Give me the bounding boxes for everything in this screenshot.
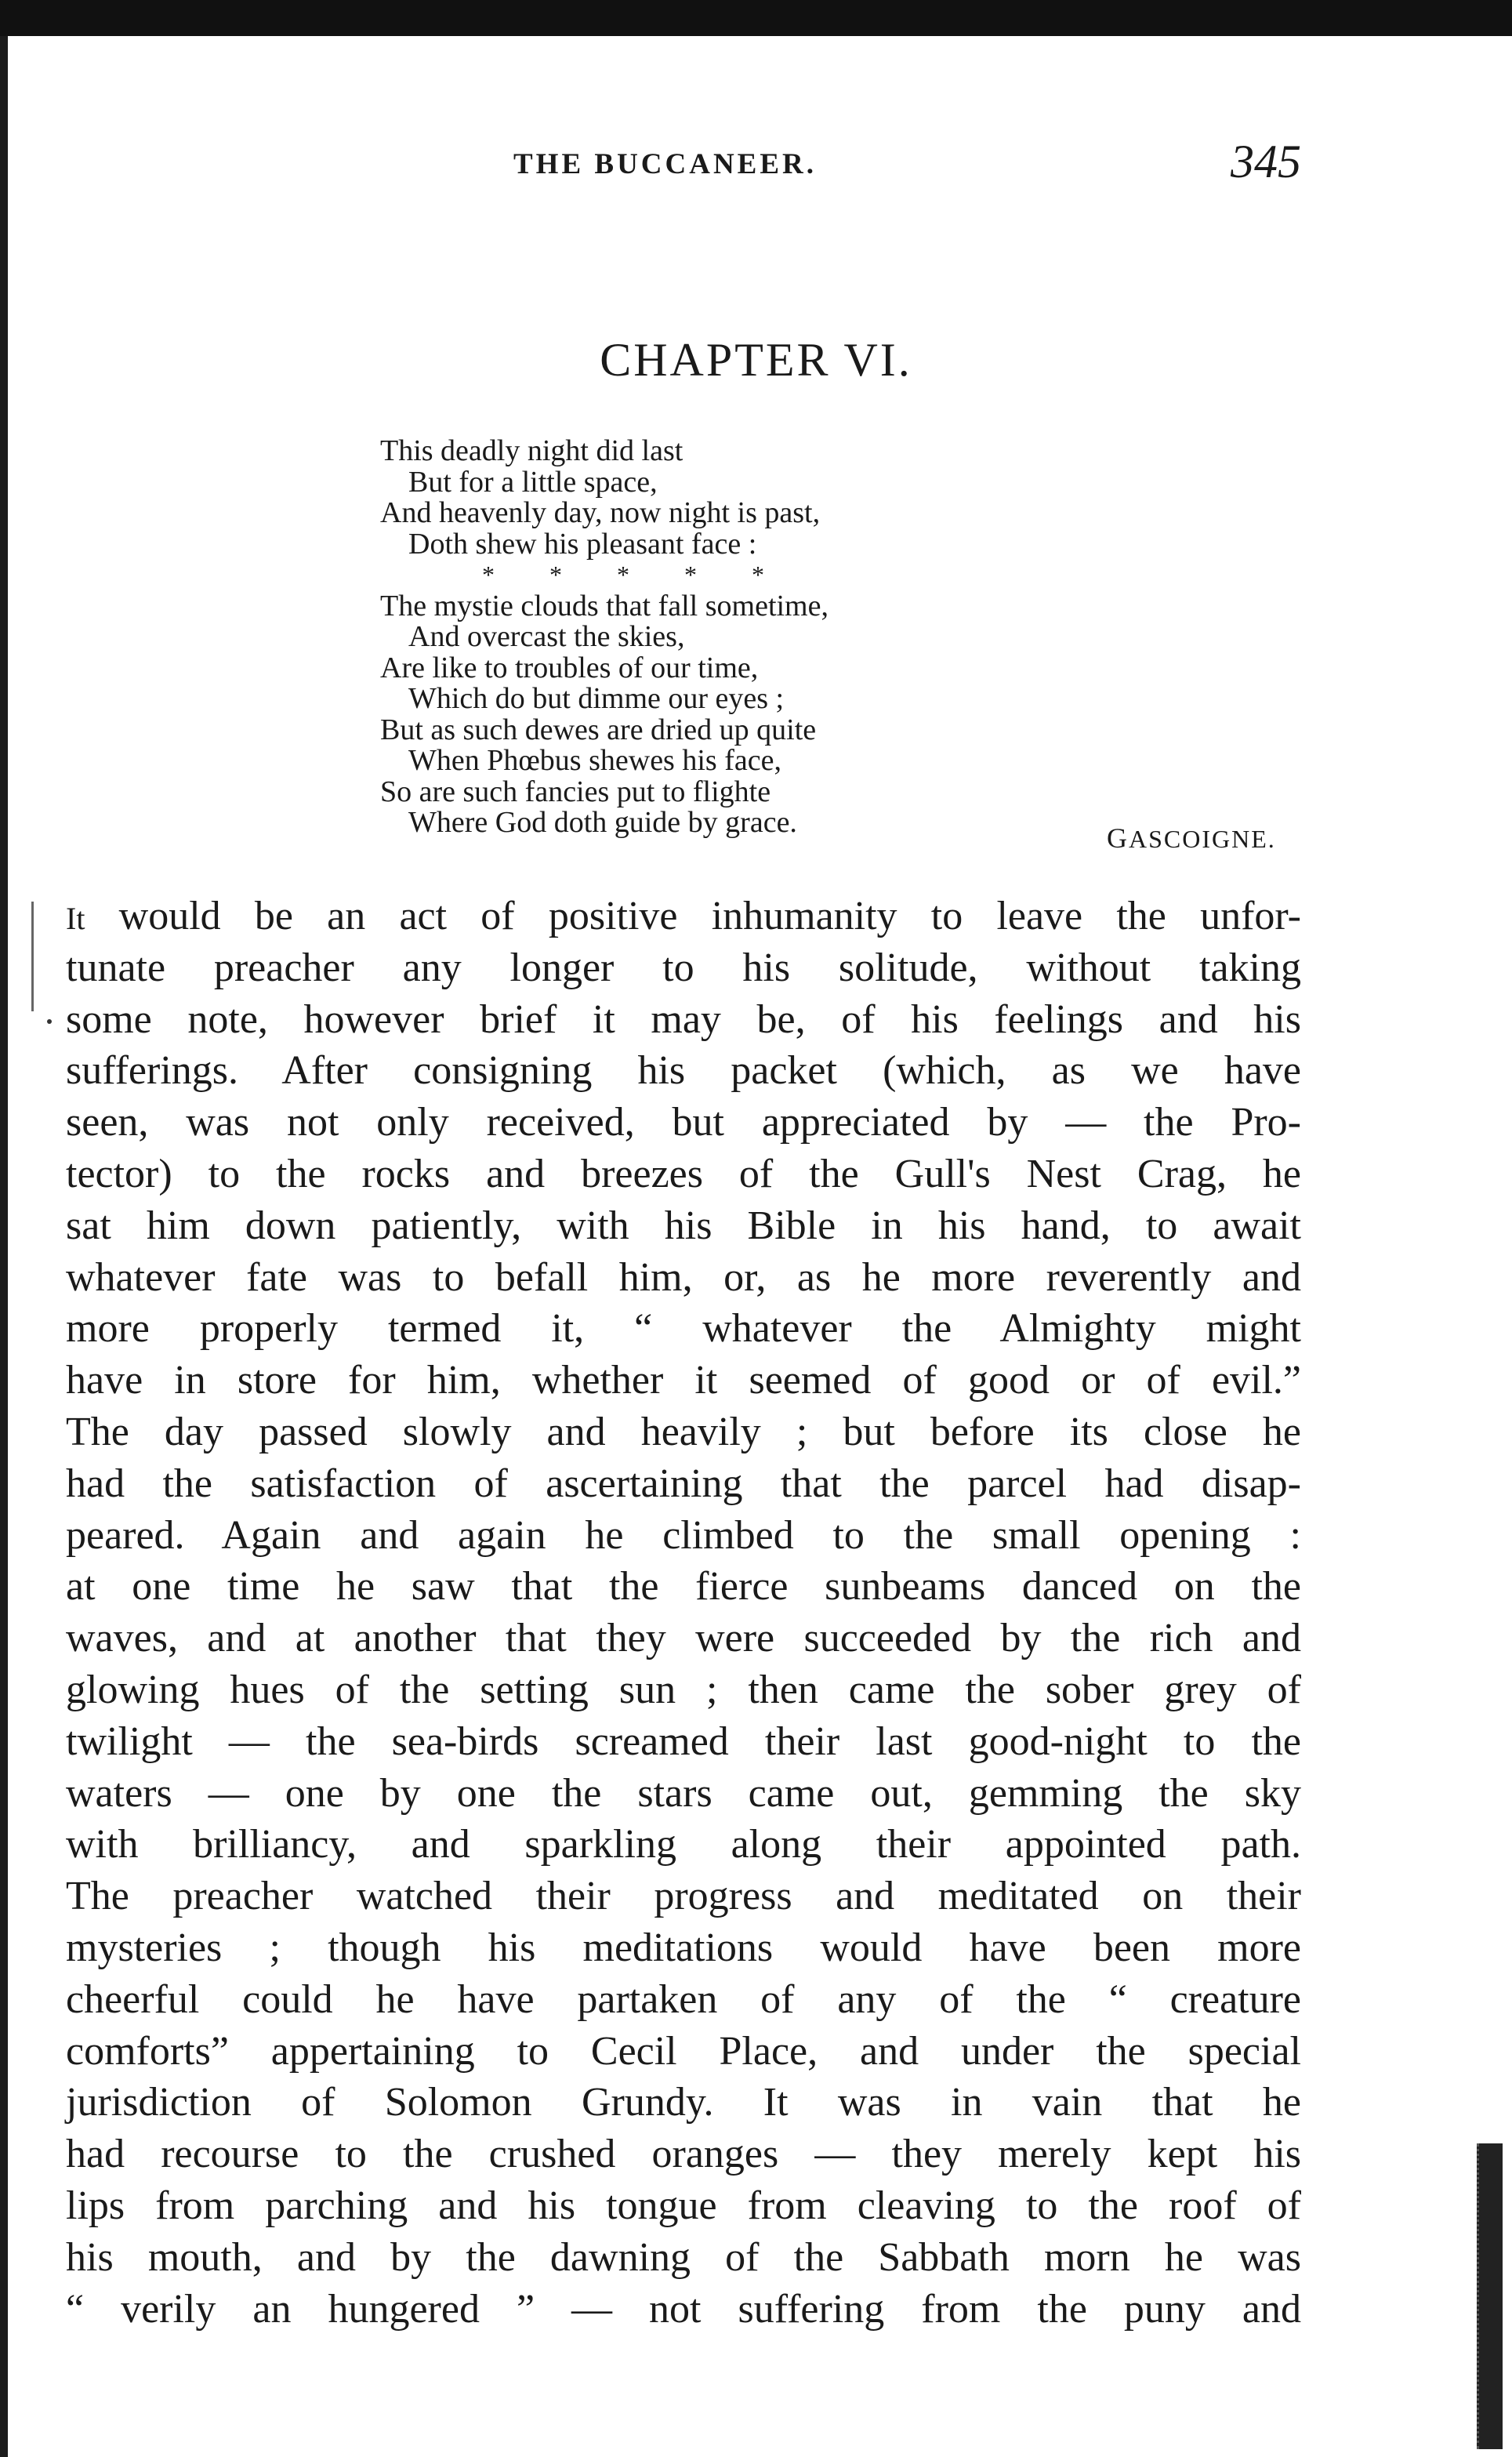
page-top-border: [0, 0, 1512, 36]
page-left-edge: [0, 36, 8, 2457]
body-line-text: would be an act of positive inhumanity to leave the unfor-: [85, 894, 1301, 938]
body-line: some note, however brief it may be, of his feelings and his: [66, 996, 1301, 1042]
body-line: with brilliancy, and sparkling along their appointed path.: [66, 1822, 1301, 1867]
page-header: [0, 135, 1512, 190]
epigraph-line: Which do but dimme our eyes ;: [408, 682, 785, 715]
opening-small-caps: It: [66, 901, 85, 936]
body-line: jurisdiction of Solomon Grundy. It was in vain that he: [66, 2080, 1301, 2125]
body-line: had the satisfaction of ascertaining that the parcel had disap-: [66, 1461, 1301, 1506]
epigraph: [380, 436, 1321, 839]
body-line: have in store for him, whether it seemed of good or of evil.”: [66, 1358, 1301, 1403]
body-line: comforts” appertaining to Cecil Place, and under the special: [66, 2028, 1301, 2074]
body-line: “ verily an hungered ” — not suffering from the puny and: [66, 2286, 1301, 2332]
body-line: more properly termed it, “ whatever the Almighty might: [66, 1306, 1301, 1352]
epigraph-line: Where God doth guide by grace.: [408, 806, 797, 839]
running-head: THE BUCCANEER.: [513, 148, 817, 180]
body-line: at one time he saw that the fierce sunbeams danced on the: [66, 1564, 1301, 1610]
epigraph-line: And overcast the skies,: [408, 620, 685, 653]
body-line: The day passed slowly and heavily ; but before its close he: [66, 1409, 1301, 1454]
body-line: whatever fate was to befall him, or, as he more reverently and: [66, 1254, 1301, 1300]
page-right-edge-shadow: [1477, 2143, 1503, 2449]
epigraph-line: When Phœbus shewes his face,: [408, 744, 781, 777]
body-line: peared. Again and again he climbed to the small opening :: [66, 1512, 1301, 1558]
margin-mark: [31, 902, 34, 1011]
epigraph-line: So are such fancies put to flighte: [380, 775, 771, 808]
body-line: cheerful could he have partaken of any of the “ creature: [66, 1976, 1301, 2022]
body-line: lips from parching and his tongue from cleaving to the roof of: [66, 2183, 1301, 2228]
body-line: [66, 891, 1301, 942]
chapter-title: CHAPTER VI.: [600, 334, 912, 386]
epigraph-ellipsis-stars: * * * * *: [482, 561, 764, 589]
attribution-rest: ASCOIGNE.: [1129, 825, 1276, 853]
body-line: waters — one by one the stars came out, gemming the sky: [66, 1770, 1301, 1816]
epigraph-line: And heavenly day, now night is past,: [380, 496, 821, 529]
body-text: [66, 891, 1301, 2335]
epigraph-attribution: [1107, 822, 1276, 855]
body-line: mysteries ; though his meditations would have been more: [66, 1925, 1301, 1970]
attribution-initial: G: [1107, 822, 1129, 854]
body-line: tunate preacher any longer to his solitude, without taking: [66, 945, 1301, 990]
body-line: tector) to the rocks and breezes of the Gull's Nest Crag, he: [66, 1151, 1301, 1196]
epigraph-line: This deadly night did last: [380, 434, 683, 467]
body-line: had recourse to the crushed oranges — they merely kept his: [66, 2132, 1301, 2177]
body-line: waves, and at another that they were succeeded by the rich and: [66, 1616, 1301, 1661]
epigraph-line: But for a little space,: [408, 465, 658, 499]
page-number: 345: [1231, 136, 1301, 187]
margin-dot: [47, 1019, 52, 1024]
body-line: glowing hues of the setting sun ; then came the sober grey of: [66, 1667, 1301, 1712]
epigraph-line: The mystie clouds that fall sometime,: [380, 589, 829, 622]
body-line: seen, was not only received, but appreciated by — the Pro-: [66, 1100, 1301, 1145]
epigraph-line: Doth shew his pleasant face :: [408, 527, 757, 561]
body-line: sufferings. After consigning his packet (which, as we have: [66, 1048, 1301, 1094]
body-line: sat him down patiently, with his Bible in his hand, to await: [66, 1203, 1301, 1248]
epigraph-line: Are like to troubles of our time,: [380, 651, 759, 684]
epigraph-line: But as such dewes are dried up quite: [380, 713, 817, 746]
body-line: his mouth, and by the dawning of the Sabbath morn he was: [66, 2234, 1301, 2280]
body-line: The preacher watched their progress and meditated on their: [66, 1874, 1301, 1919]
body-line: twilight — the sea-birds screamed their last good-night to the: [66, 1718, 1301, 1764]
